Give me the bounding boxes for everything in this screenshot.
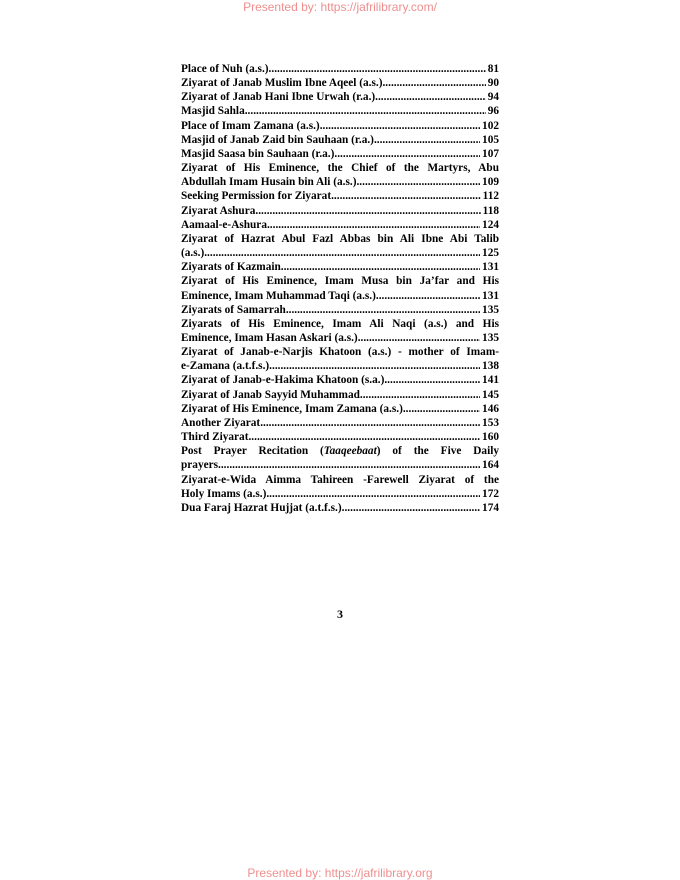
toc-entry-title: Masjid Saasa bin Sauhaan (r.a.) [181, 147, 335, 160]
toc-entry-title: Place of Imam Zamana (a.s.) [181, 119, 320, 132]
dot-leader [384, 373, 480, 387]
toc-entry-title: e-Zamana (a.t.f.s.) [181, 360, 270, 373]
toc-entry-title-line: Ziyarats of His Eminence, Imam Ali Naqi (a.s.) and His [181, 317, 499, 330]
toc-entry[interactable] [181, 388, 499, 402]
toc-entry-title: prayers [181, 459, 219, 472]
toc-entry[interactable] [181, 104, 499, 118]
toc-entry-page: 105 [482, 133, 499, 146]
toc-entry-page: 96 [487, 105, 499, 118]
toc-entry[interactable] [181, 119, 499, 133]
toc-entry-title: Third Ziyarat [181, 431, 249, 444]
toc-entry-title-line: Ziyarat of His Eminence, the Chief of the Martyrs, Abu [181, 162, 499, 175]
toc-entry-title-part: ) of the Five Daily [376, 445, 500, 458]
toc-entry-page: 172 [482, 487, 499, 500]
toc-entry-page: 131 [482, 261, 499, 274]
dot-leader [403, 402, 480, 416]
toc-entry-page: 135 [482, 303, 499, 316]
toc-entry-title: Place of Nuh (a.s.) [181, 63, 269, 75]
toc-entry[interactable] [181, 373, 499, 387]
toc-entry-title: Masjid Sahla [181, 105, 245, 118]
dot-leader [286, 303, 480, 317]
toc-entry-title: Ziyarat of Janab Hani Ibne Urwah (r.a.) [181, 91, 376, 104]
toc-entry-page: 141 [482, 374, 499, 387]
toc-entry-title: Ziyarat of His Eminence, Imam Zamana (a.s.) [181, 402, 403, 415]
watermark-top: Presented by: https://jafrilibrary.com/ [243, 0, 437, 14]
toc-entry-title: Ziyarat of Janab-e-Hakima Khatoon (s.a.) [181, 374, 385, 387]
toc-entry[interactable] [181, 204, 499, 218]
toc-entry[interactable] [181, 62, 499, 76]
toc-entry-page: 124 [482, 218, 499, 231]
dot-leader [267, 218, 480, 232]
toc-entry-title-italic: Taaqeebaat [323, 445, 377, 458]
toc-entry-page: 146 [482, 402, 499, 415]
toc-entry-page: 174 [482, 501, 499, 514]
dot-leader [269, 359, 480, 373]
toc-entry[interactable] [181, 473, 499, 501]
dot-leader [334, 147, 480, 161]
dot-leader [374, 133, 480, 147]
toc-entry-title: Abdullah Imam Husain bin Ali (a.s.) [181, 176, 357, 189]
watermark-bottom: Presented by: https://jafrilibrary.org [247, 866, 433, 880]
toc-entry[interactable] [181, 430, 499, 444]
dot-leader [204, 246, 480, 260]
dot-leader [269, 62, 486, 76]
toc-entry[interactable] [181, 189, 499, 203]
dot-leader [342, 501, 480, 515]
page-number: 3 [337, 607, 343, 621]
toc-entry-title: Eminence, Imam Muhammad Taqi (a.s.) [181, 289, 376, 302]
toc-entry[interactable] [181, 133, 499, 147]
toc-entry[interactable] [181, 161, 499, 189]
toc-entry-title-part: Post Prayer Recitation ( [181, 445, 324, 458]
toc-entry[interactable] [181, 218, 499, 232]
dot-leader [356, 175, 480, 189]
toc-entry-page: 164 [482, 459, 499, 472]
toc-entry-title: Ziyarat Ashura [181, 204, 256, 217]
dot-leader [245, 104, 486, 118]
toc-entry-page: 81 [487, 63, 499, 75]
toc-entry-page: 135 [482, 331, 499, 344]
toc-entry-page: 138 [482, 360, 499, 373]
toc-entry-page: 107 [482, 147, 499, 160]
dot-leader [266, 487, 480, 501]
toc-entry-title: Ziyarat of Janab Sayyid Muhammad [181, 388, 360, 401]
dot-leader [281, 260, 480, 274]
toc-entry[interactable] [181, 345, 499, 373]
toc-entry[interactable] [181, 402, 499, 416]
toc-entry[interactable] [181, 147, 499, 161]
toc-entry-page: 90 [487, 77, 499, 90]
toc-entry-page: 125 [482, 247, 499, 260]
toc-entry-title-line: Ziyarat-e-Wida Aimma Tahireen -Farewell Ziyarat of the [181, 473, 499, 486]
toc-entry[interactable] [181, 260, 499, 274]
dot-leader [248, 430, 480, 444]
dot-leader [382, 76, 485, 90]
toc-entry-page: 118 [482, 204, 499, 217]
toc-entry-title: Aamaal-e-Ashura [181, 218, 267, 231]
dot-leader [358, 331, 480, 345]
dot-leader [331, 189, 481, 203]
toc-entry-page: 102 [482, 119, 499, 132]
toc-entry-title: Ziyarats of Samarrah [181, 303, 286, 316]
toc-entry-title: Holy Imams (a.s.) [181, 487, 267, 500]
dot-leader [375, 90, 486, 104]
dot-leader [360, 388, 480, 402]
toc-entry-title: Another Ziyarat [181, 416, 261, 429]
dot-leader [320, 119, 480, 133]
toc-entry-page: 145 [482, 388, 499, 401]
toc-entry-title-line: Ziyarat of Hazrat Abul Fazl Abbas bin Ali Ibne Abi Talib [181, 232, 499, 245]
toc-entry[interactable] [181, 232, 499, 260]
toc-entry-title: Ziyarat of Janab Muslim Ibne Aqeel (a.s.) [181, 77, 383, 90]
dot-leader [255, 204, 480, 218]
toc-entry[interactable] [181, 76, 499, 90]
table-of-contents [181, 62, 499, 515]
toc-entry-title: Seeking Permission for Ziyarat [181, 190, 332, 203]
toc-entry-page: 109 [482, 176, 499, 189]
toc-entry[interactable] [181, 317, 499, 345]
toc-entry-title: Ziyarats of Kazmain [181, 261, 281, 274]
toc-entry-title: (a.s.) [181, 247, 205, 260]
toc-entry[interactable] [181, 303, 499, 317]
toc-entry-title: Eminence, Imam Hasan Askari (a.s.) [181, 331, 358, 344]
dot-leader [376, 289, 480, 303]
toc-entry[interactable] [181, 90, 499, 104]
dot-leader [218, 458, 480, 472]
toc-entry-title-line: Ziyarat of Janab-e-Narjis Khatoon (a.s.) - mother of Imam- [181, 346, 499, 359]
toc-entry-title: Masjid of Janab Zaid bin Sauhaan (r.a.) [181, 133, 374, 146]
toc-entry[interactable] [181, 274, 499, 302]
toc-entry[interactable] [181, 501, 499, 515]
toc-entry-page: 131 [482, 289, 499, 302]
toc-entry[interactable] [181, 416, 499, 430]
toc-entry-title: Dua Faraj Hazrat Hujjat (a.t.f.s.) [181, 501, 342, 514]
toc-entry-page: 94 [487, 91, 499, 104]
toc-entry-page: 112 [482, 190, 499, 203]
dot-leader [260, 416, 480, 430]
toc-entry-page: 160 [482, 431, 499, 444]
toc-entry[interactable] [181, 444, 499, 472]
toc-entry-page: 153 [482, 416, 499, 429]
toc-entry-title-line: Ziyarat of His Eminence, Imam Musa bin Ja’far and His [181, 275, 499, 288]
toc-entry-title-line [181, 444, 499, 458]
